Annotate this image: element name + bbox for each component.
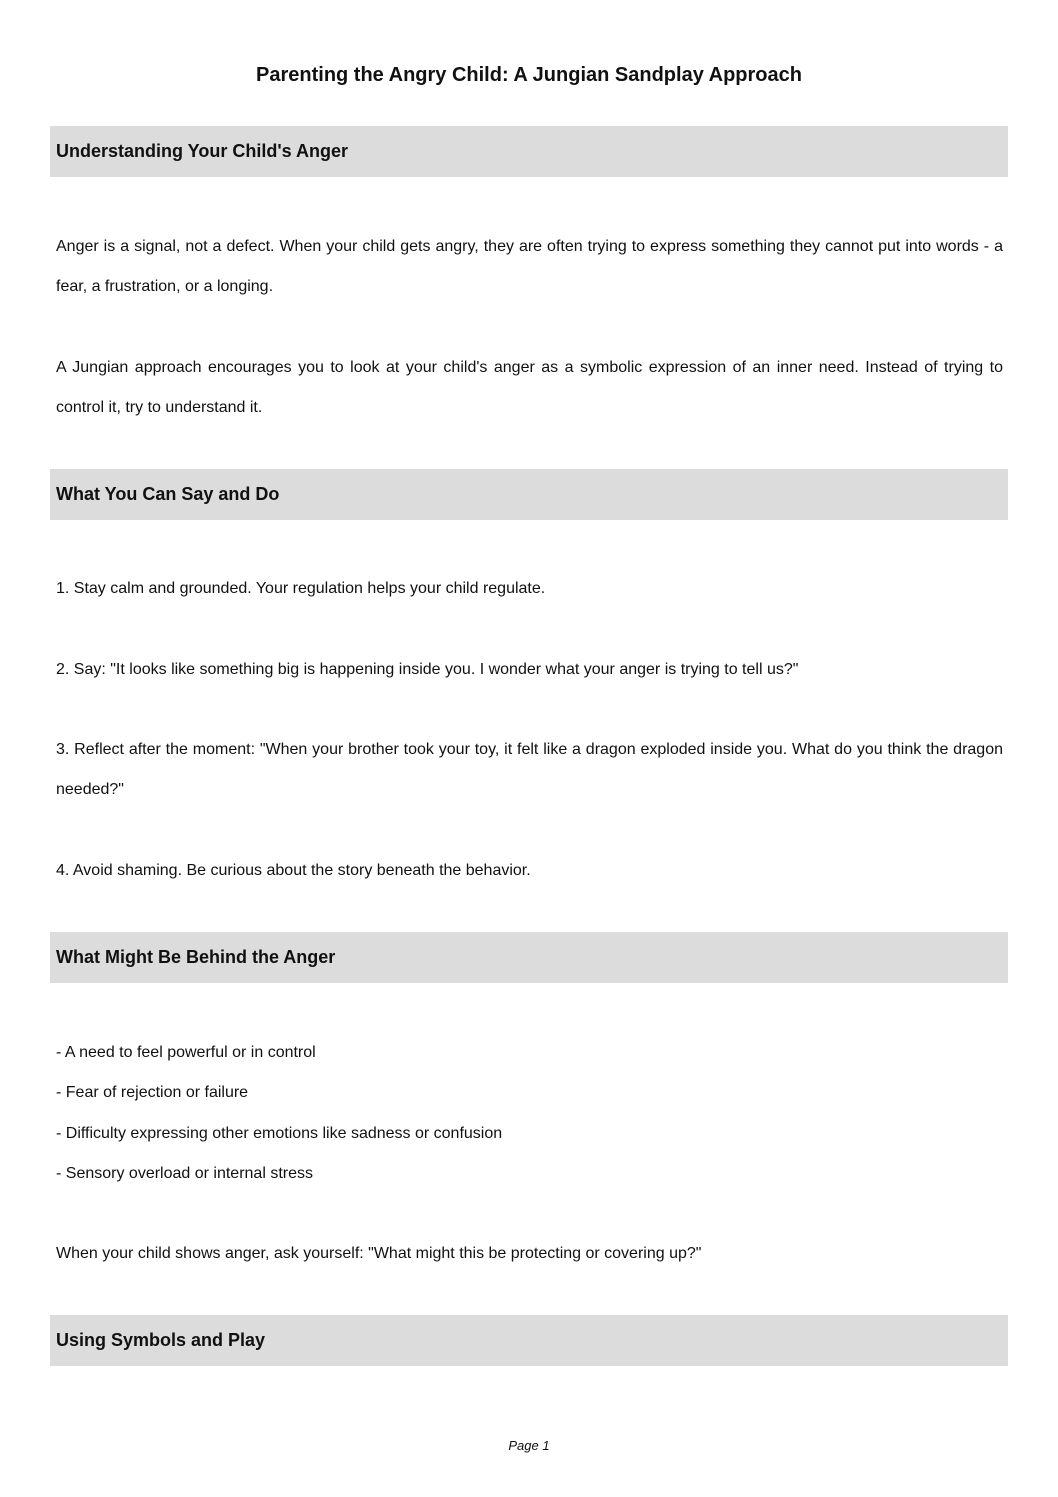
paragraph-ask-yourself: When your child shows anger, ask yourself: "What might this be protecting or covering up?" [56,1245,702,1262]
list-item-say: 2. Say: "It looks like something big is happening inside you. I wonder what your anger is trying to tell us?" [56,661,799,678]
bullet-item-difficulty: - Difficulty expressing other emotions like sadness or confusion [56,1125,503,1142]
bullet-item-fear: - Fear of rejection or failure [56,1084,249,1101]
paragraph-anger-signal: Anger is a signal, not a defect. When your child gets angry, they are often trying to express something they cannot put into words - a fear, a frustration, or a longing. [56,238,1003,295]
document-title: Parenting the Angry Child: A Jungian Sandplay Approach [256,64,802,86]
section-heading-behind-anger: What Might Be Behind the Anger [50,932,1008,983]
section-heading-say-and-do: What You Can Say and Do [50,469,1008,520]
bullet-item-powerful: - A need to feel powerful or in control [56,1044,316,1061]
section-heading-understanding-anger: Understanding Your Child's Anger [50,126,1008,177]
paragraph-jungian-approach: A Jungian approach encourages you to look at your child's anger as a symbolic expression of an inner need. Instead of trying to control it, try to understand it. [56,359,1003,416]
page-number: Page 1 [508,1438,550,1453]
list-item-stay-calm: 1. Stay calm and grounded. Your regulation helps your child regulate. [56,580,546,597]
section-heading-symbols-play: Using Symbols and Play [50,1315,1008,1366]
list-item-reflect: 3. Reflect after the moment: "When your brother took your toy, it felt like a dragon exploded inside you. What do you think the dragon needed?" [56,741,1003,798]
list-item-avoid-shaming: 4. Avoid shaming. Be curious about the story beneath the behavior. [56,862,531,879]
bullet-item-sensory: - Sensory overload or internal stress [56,1165,313,1182]
